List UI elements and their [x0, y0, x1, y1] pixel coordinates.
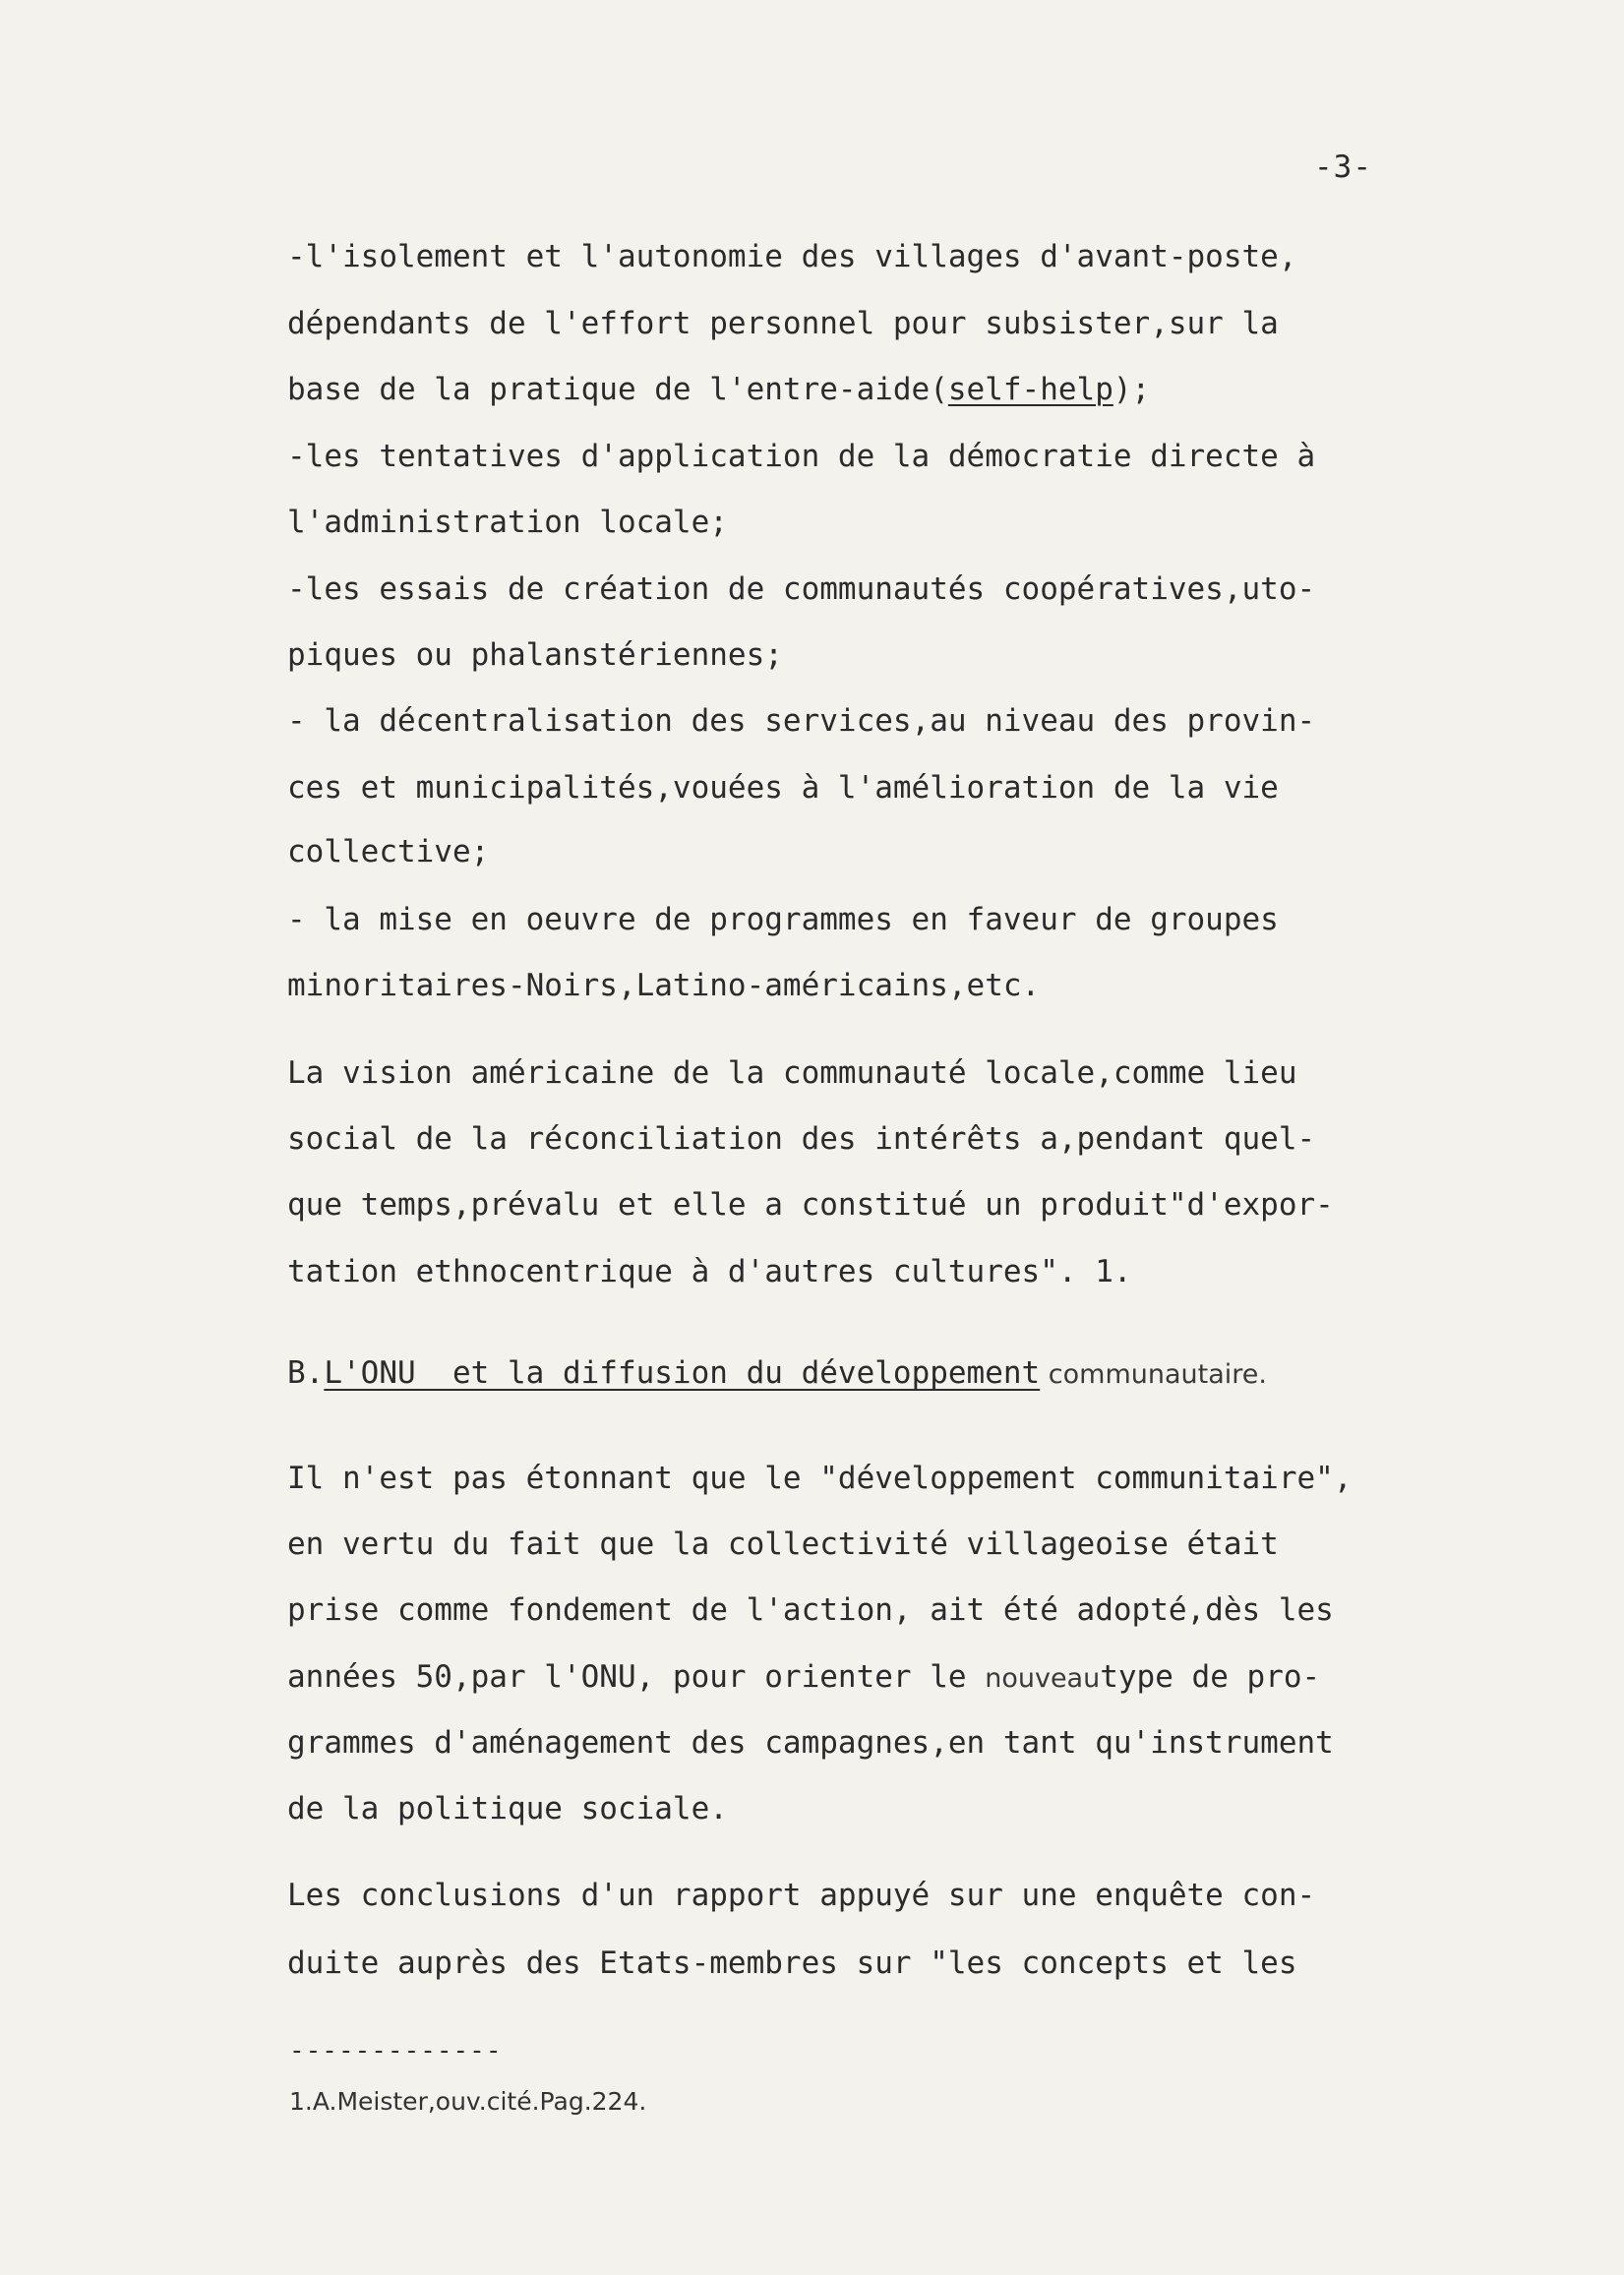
- text-line: que temps,prévalu et elle a constitué un produit"d'expor-: [287, 1187, 1334, 1223]
- section-heading: [287, 1355, 1267, 1391]
- text-line: -l'isolement et l'autonomie des villages d'avant-poste,: [287, 239, 1297, 274]
- text-line: minoritaires-Noirs,Latino-américains,etc.: [287, 968, 1041, 1003]
- text-line: en vertu du fait que la collectivité villageoise était: [287, 1527, 1279, 1562]
- text-line: tation ethnocentrique à d'autres cultures". 1.: [287, 1254, 1132, 1289]
- text-line: [287, 1659, 1321, 1695]
- text-line: l'administration locale;: [287, 505, 728, 540]
- text-line-end: type de pro-: [1100, 1659, 1321, 1695]
- text-line: Il n'est pas étonnant que le "développement communitaire",: [287, 1461, 1353, 1496]
- footnote-separator: -------------: [289, 2036, 503, 2065]
- text-line: - la décentralisation des services,au niveau des provin-: [287, 703, 1316, 739]
- heading-handwritten: communautaire.: [1040, 1359, 1267, 1390]
- text-line: piques ou phalanstériennes;: [287, 637, 783, 673]
- text-line: -les essais de création de communautés coopératives,uto-: [287, 571, 1316, 607]
- handwritten-insert: nouveau: [985, 1663, 1101, 1694]
- text-line: Les conclusions d'un rapport appuyé sur une enquête con-: [287, 1878, 1316, 1913]
- self-help-term: self-help: [947, 372, 1113, 407]
- text-line: La vision américaine de la communauté locale,comme lieu: [287, 1055, 1297, 1091]
- text-line: social de la réconciliation des intérêts a,pendant quel-: [287, 1121, 1316, 1157]
- text-line: - la mise en oeuvre de programmes en faveur de groupes: [287, 902, 1279, 937]
- text-line-start: base de la pratique de l'entre-aide(: [287, 372, 948, 407]
- text-line: collective;: [287, 834, 490, 869]
- text-line-end: );: [1113, 372, 1151, 407]
- text-line: de la politique sociale.: [287, 1791, 728, 1826]
- text-line: -les tentatives d'application de la démocratie directe à: [287, 439, 1316, 474]
- heading-underlined: L'ONU et la diffusion du développement: [324, 1355, 1041, 1391]
- text-line: [287, 372, 1151, 407]
- text-line: ces et municipalités,vouées à l'amélioration de la vie: [287, 770, 1279, 806]
- text-line: grammes d'aménagement des campagnes,en tant qu'instrument: [287, 1725, 1334, 1761]
- text-line: dépendants de l'effort personnel pour subsister,sur la: [287, 306, 1279, 341]
- text-line: prise comme fondement de l'action, ait été adopté,dès les: [287, 1592, 1334, 1628]
- heading-prefix: B.: [287, 1355, 325, 1391]
- text-line-start: années 50,par l'ONU, pour orienter le: [287, 1659, 986, 1695]
- text-line: duite auprès des Etats-membres sur "les concepts et les: [287, 1946, 1297, 1981]
- page-number: -3-: [1314, 150, 1372, 185]
- footnote: 1.A.Meister,ouv.cité.Pag.224.: [289, 2087, 647, 2116]
